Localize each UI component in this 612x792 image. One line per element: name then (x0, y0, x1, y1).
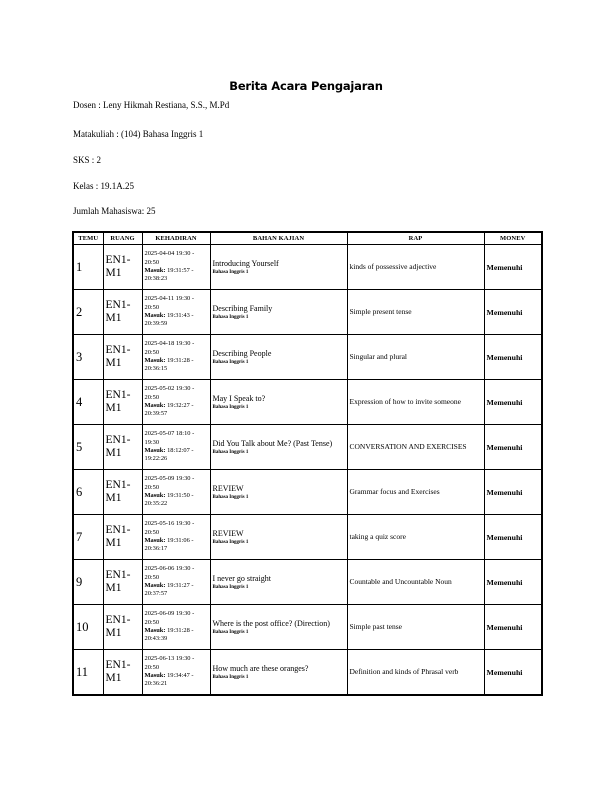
jadwal-text: 2025-05-09 19:30 - 20:50 (144, 475, 195, 491)
table-row (73, 515, 542, 560)
kelas-line: Kelas : 19.1A.25 (73, 181, 134, 191)
monev-cell: Memenuhi (484, 560, 542, 605)
bahan-kajian-title: I never go straight (212, 574, 271, 584)
kehadiran-cell (142, 380, 210, 425)
rap-cell: taking a quiz score (347, 515, 484, 560)
temu-cell: 1 (73, 245, 103, 290)
table-row (73, 245, 542, 290)
kehadiran-cell (142, 650, 210, 696)
temu-cell: 5 (73, 425, 103, 470)
table-header-row (73, 232, 542, 245)
temu-cell: 9 (73, 560, 103, 605)
bahan-kajian-course: Bahasa Inggris 1 (212, 449, 249, 455)
jadwal-text: 2025-05-02 19:30 - 20:50 (144, 385, 195, 401)
ruang-cell: EN1-M1 (103, 650, 142, 696)
ruang-cell: EN1-M1 (103, 380, 142, 425)
ruang-cell: EN1-M1 (103, 560, 142, 605)
bahan-kajian-course: Bahasa Inggris 1 (212, 539, 249, 545)
sks-line: SKS : 2 (73, 155, 102, 165)
ruang-cell: EN1-M1 (103, 470, 142, 515)
table-row (73, 380, 542, 425)
masuk-text: 19:31:43 - 20:39:59 (144, 312, 194, 328)
rap-cell: CONVERSATION AND EXERCISES (347, 425, 484, 470)
kehadiran-cell (142, 605, 210, 650)
bahan-kajian-cell (210, 380, 347, 425)
monev-cell: Memenuhi (484, 335, 542, 380)
jadwal-text: 2025-05-16 19:30 - 20:50 (144, 520, 195, 536)
temu-cell: 3 (73, 335, 103, 380)
masuk-label: Masuk: (144, 672, 166, 679)
temu-cell: 4 (73, 380, 103, 425)
ruang-cell: EN1-M1 (103, 335, 142, 380)
rap-cell: Simple past tense (347, 605, 484, 650)
temu-cell: 7 (73, 515, 103, 560)
rap-cell: Definition and kinds of Phrasal verb (347, 650, 484, 696)
jadwal-text: 2025-04-04 19:30 - 20:50 (144, 250, 195, 266)
table-body (73, 245, 542, 696)
jadwal-text: 2025-06-13 19:30 - 20:50 (144, 655, 195, 671)
jadwal-text: 2025-04-18 19:30 - 20:50 (144, 340, 195, 356)
header-ruang: RUANG (103, 232, 142, 245)
masuk-text: 19:31:57 - 20:38:23 (144, 267, 194, 283)
masuk-label: Masuk: (144, 312, 166, 319)
ruang-cell: EN1-M1 (103, 605, 142, 650)
monev-cell: Memenuhi (484, 245, 542, 290)
ruang-cell: EN1-M1 (103, 515, 142, 560)
bahan-kajian-title: REVIEW (212, 484, 244, 494)
bahan-kajian-course: Bahasa Inggris 1 (212, 494, 249, 500)
ruang-cell: EN1-M1 (103, 290, 142, 335)
masuk-text: 19:32:27 - 20:39:57 (144, 402, 194, 418)
masuk-label: Masuk: (144, 582, 166, 589)
bahan-kajian-title: Where is the post office? (Direction) (212, 619, 330, 629)
kehadiran-cell (142, 290, 210, 335)
rap-cell: kinds of possessive adjective (347, 245, 484, 290)
monev-cell: Memenuhi (484, 290, 542, 335)
table-row (73, 290, 542, 335)
monev-cell: Memenuhi (484, 380, 542, 425)
matakuliah-line: Matakuliah : (104) Bahasa Inggris 1 (73, 129, 204, 139)
bahan-kajian-title: REVIEW (212, 529, 244, 539)
header-bahan-kajian: BAHAN KAJIAN (210, 232, 347, 245)
masuk-label: Masuk: (144, 267, 166, 274)
rap-cell: Expression of how to invite someone (347, 380, 484, 425)
jadwal-text: 2025-06-09 19:30 - 20:50 (144, 610, 195, 626)
bahan-kajian-title: Describing Family (212, 304, 273, 314)
masuk-label: Masuk: (144, 402, 166, 409)
kehadiran-cell (142, 560, 210, 605)
table-row (73, 335, 542, 380)
bahan-kajian-course: Bahasa Inggris 1 (212, 314, 249, 320)
masuk-label: Masuk: (144, 537, 166, 544)
masuk-text: 19:31:28 - 20:36:15 (144, 357, 194, 373)
table-row (73, 650, 542, 696)
table-row (73, 560, 542, 605)
monev-cell: Memenuhi (484, 650, 542, 696)
temu-cell: 6 (73, 470, 103, 515)
bahan-kajian-cell (210, 245, 347, 290)
bahan-kajian-cell (210, 425, 347, 470)
temu-cell: 11 (73, 650, 103, 696)
bahan-kajian-course: Bahasa Inggris 1 (212, 359, 249, 365)
kehadiran-cell (142, 425, 210, 470)
bahan-kajian-cell (210, 650, 347, 696)
bahan-kajian-course: Bahasa Inggris 1 (212, 584, 249, 590)
header-monev: MONEV (484, 232, 542, 245)
bahan-kajian-title: How much are these oranges? (212, 664, 309, 674)
masuk-text: 19:34:47 - 20:36:21 (144, 672, 194, 688)
kehadiran-cell (142, 515, 210, 560)
temu-cell: 10 (73, 605, 103, 650)
jadwal-text: 2025-04-11 19:30 - 20:50 (144, 295, 194, 311)
bahan-kajian-title: Describing People (212, 349, 272, 359)
masuk-label: Masuk: (144, 627, 166, 634)
berita-acara-table (72, 231, 543, 696)
table-row (73, 425, 542, 470)
bahan-kajian-cell (210, 605, 347, 650)
masuk-text: 18:12:07 - 19:22:26 (144, 447, 194, 463)
bahan-kajian-cell (210, 560, 347, 605)
bahan-kajian-course: Bahasa Inggris 1 (212, 269, 249, 275)
bahan-kajian-course: Bahasa Inggris 1 (212, 404, 249, 410)
rap-cell: Countable and Uncountable Noun (347, 560, 484, 605)
bahan-kajian-title: Did You Talk about Me? (Past Tense) (212, 439, 333, 449)
table-row (73, 605, 542, 650)
jadwal-text: 2025-05-07 18:10 - 19:30 (144, 430, 195, 446)
header-temu: TEMU (73, 232, 103, 245)
dosen-line: Dosen : Leny Hikmah Restiana, S.S., M.Pd (73, 100, 230, 110)
masuk-label: Masuk: (144, 492, 166, 499)
bahan-kajian-cell (210, 470, 347, 515)
monev-cell: Memenuhi (484, 515, 542, 560)
bahan-kajian-title: May I Speak to? (212, 394, 266, 404)
bahan-kajian-title: Introducing Yourself (212, 259, 279, 269)
masuk-label: Masuk: (144, 447, 166, 454)
masuk-text: 19:31:28 - 20:43:39 (144, 627, 194, 643)
monev-cell: Memenuhi (484, 605, 542, 650)
rap-cell: Grammar focus and Exercises (347, 470, 484, 515)
bahan-kajian-cell (210, 290, 347, 335)
masuk-label: Masuk: (144, 357, 166, 364)
ruang-cell: EN1-M1 (103, 245, 142, 290)
bahan-kajian-course: Bahasa Inggris 1 (212, 674, 249, 680)
bahan-kajian-cell (210, 515, 347, 560)
monev-cell: Memenuhi (484, 470, 542, 515)
rap-cell: Singular and plural (347, 335, 484, 380)
kehadiran-cell (142, 335, 210, 380)
document-title: Berita Acara Pengajaran (229, 79, 383, 93)
bahan-kajian-course: Bahasa Inggris 1 (212, 629, 249, 635)
ruang-cell: EN1-M1 (103, 425, 142, 470)
temu-cell: 2 (73, 290, 103, 335)
jadwal-text: 2025-06-06 19:30 - 20:50 (144, 565, 195, 581)
bahan-kajian-cell (210, 335, 347, 380)
monev-cell: Memenuhi (484, 425, 542, 470)
header-rap: RAP (347, 232, 484, 245)
masuk-text: 19:31:50 - 20:35:22 (144, 492, 194, 508)
kehadiran-cell (142, 470, 210, 515)
table-row (73, 470, 542, 515)
masuk-text: 19:31:06 - 20:36:17 (144, 537, 194, 553)
jumlah-mahasiswa-line: Jumlah Mahasiswa: 25 (73, 206, 156, 216)
kehadiran-cell (142, 245, 210, 290)
masuk-text: 19:31:27 - 20:37:57 (144, 582, 194, 598)
header-kehadiran: KEHADIRAN (142, 232, 210, 245)
rap-cell: Simple present tense (347, 290, 484, 335)
